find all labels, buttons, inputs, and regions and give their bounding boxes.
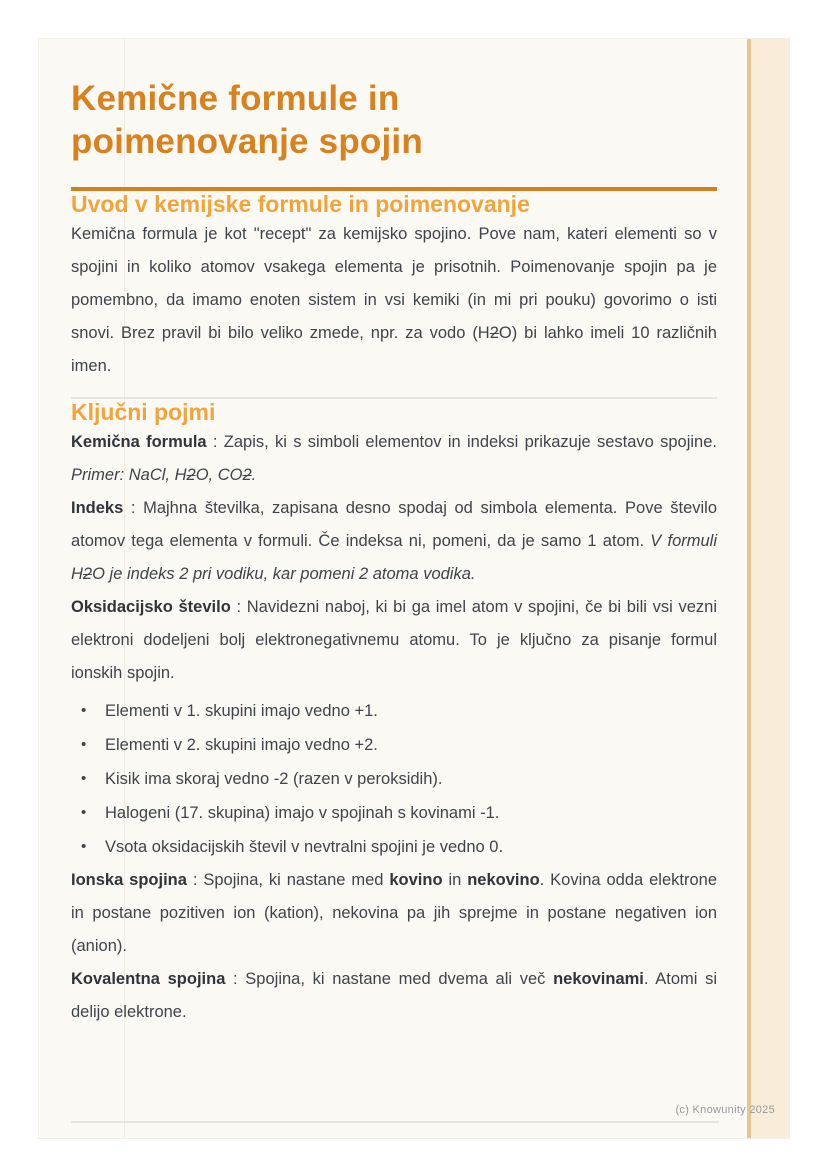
list-item	[81, 830, 717, 864]
bullet-dot-icon: •	[81, 838, 87, 855]
document-content	[39, 39, 789, 1029]
term-ionska-spojina: Ionska spojina : Spojina, ki nastane med kovino in nekovino. Kovina odda elektrone in postane pozitiven ion (kation), nekovina pa jih sprejme in postane negativen ion (anion).	[71, 871, 718, 955]
list-item	[81, 762, 717, 796]
term-kemicna-formula: Kemična formula : Zapis, ki s simboli elementov in indeksi prikazuje sestavo spojine. Primer: NaCl, H2O, CO2.	[71, 433, 717, 484]
term-indeks: Indeks : Majhna številka, zapisana desno spodaj od simbola elementa. Pove število atomov tega elementa v formuli. Če indeksa ni, pomeni, da je samo 1 atom. V formuli H2O je indeks 2 pri vodiku, kar pomeni 2 atoma vodika.	[71, 499, 717, 583]
section-heading-kljucni-pojmi: Ključni pojmi	[71, 399, 216, 425]
bullet-dot-icon: •	[81, 770, 87, 787]
page-title-line2: poimenovanje spojin	[71, 122, 423, 161]
bullet-dot-icon: •	[81, 736, 87, 753]
page-title-line1: Kemične formule in	[71, 79, 400, 118]
list-item	[81, 796, 717, 830]
term-kovalentna-spojina: Kovalentna spojina : Spojina, ki nastane med dvema ali več nekovinami. Atomi si delijo elektrone.	[71, 970, 718, 1021]
list-item-text: Elementi v 2. skupini imajo vedno +2.	[105, 736, 378, 754]
page-binding-stripe	[747, 39, 789, 1138]
bottom-divider	[71, 1121, 719, 1123]
list-item-text: Elementi v 1. skupini imajo vedno +1.	[105, 702, 378, 720]
document-page	[38, 38, 790, 1139]
page-title	[71, 77, 717, 163]
bullet-dot-icon: •	[81, 804, 87, 821]
list-item-text: Vsota oksidacijskih števil v nevtralni spojini je vedno 0.	[105, 838, 504, 856]
section-heading-uvod: Uvod v kemijske formule in poimenovanje	[71, 191, 530, 217]
list-item-text: Kisik ima skoraj vedno -2 (razen v peroksidih).	[105, 770, 443, 788]
list-item-text: Halogeni (17. skupina) imajo v spojinah s kovinami -1.	[105, 804, 500, 822]
intro-paragraph: Kemična formula je kot "recept" za kemijsko spojino. Pove nam, kateri elementi so v spojini in koliko atomov vsakega elementa je prisotnih. Poimenovanje spojin pa je pomembno, da imamo enoten sistem in vsi kemiki (in mi pri pouku) govorimo o isti snovi. Brez pravil bi bilo veliko zmede, npr. za vodo (H2O) bi lahko imeli 10 različnih imen.	[71, 225, 717, 375]
bullet-dot-icon: •	[81, 702, 87, 719]
term-oksidacijsko-stevilo: Oksidacijsko število : Navidezni naboj, ki bi ga imel atom v spojini, če bi bili vsi vezni elektroni dodeljeni bolj elektronegativnemu atomu. To je ključno za pisanje formul ionskih spojin.	[71, 598, 717, 682]
oxidation-rules-list	[71, 694, 717, 864]
list-item	[81, 728, 717, 762]
list-item	[81, 694, 717, 728]
copyright-notice: (c) Knowunity 2025	[675, 1104, 775, 1116]
